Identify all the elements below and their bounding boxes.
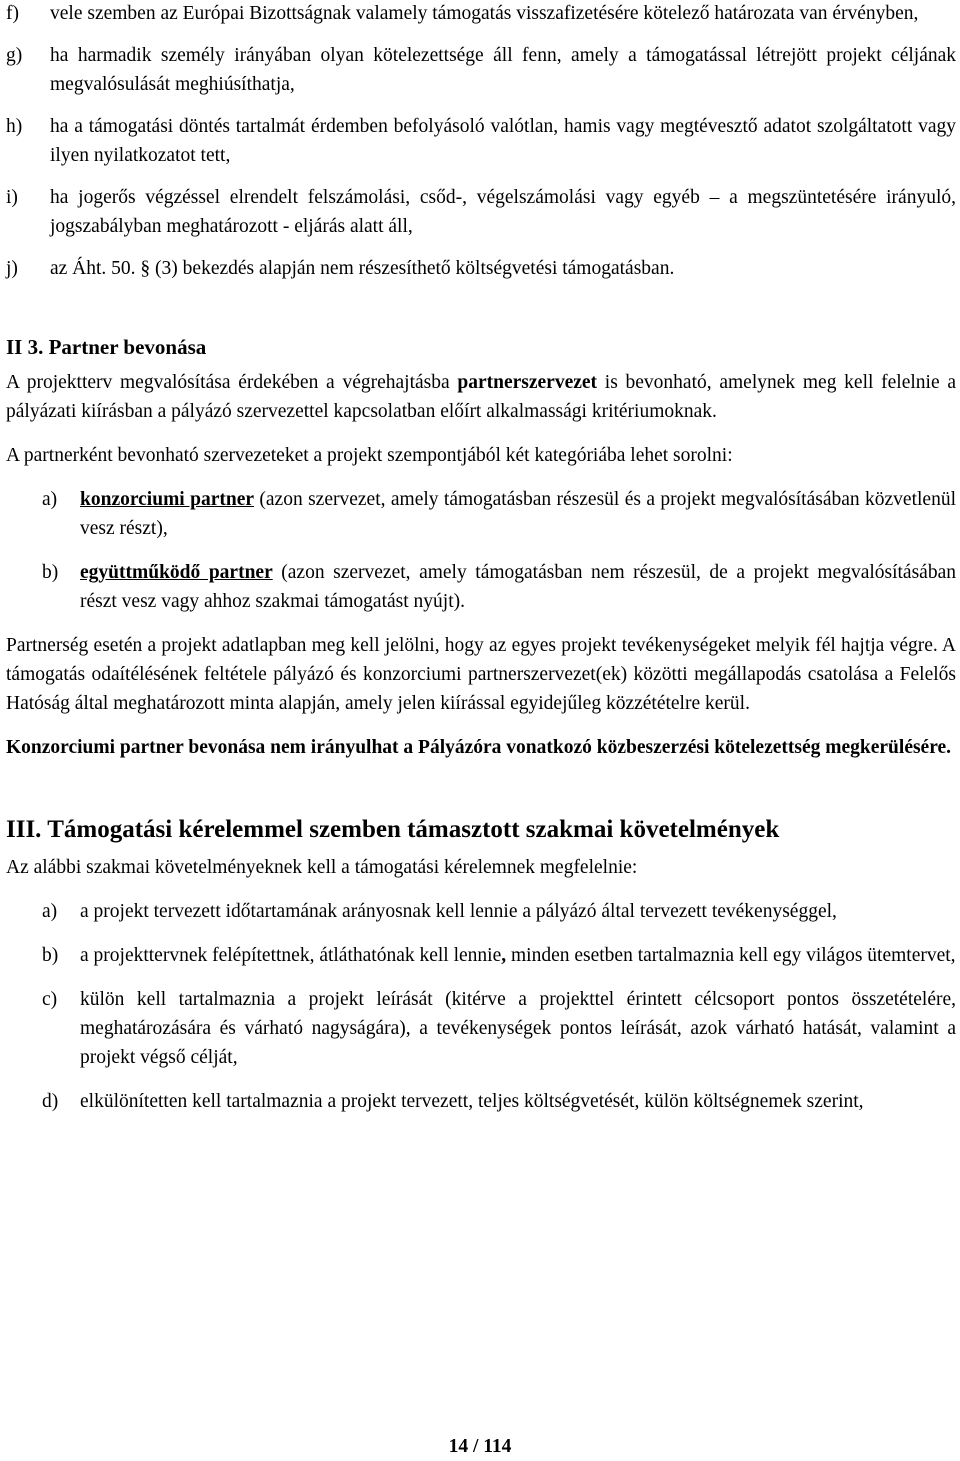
list-item [6,183,956,241]
list-item-text: elkülönítetten kell tartalmaznia a projekt tervezett, teljes költségvetését, külön költségnemek szerint, [80,1091,864,1112]
list-item-text: ha a támogatási döntés tartalmát érdemben befolyásoló valótlan, hamis vagy megtévesztő adatot szolgáltatott vagy ilyen nyilatkozatot tett, [50,116,956,166]
partner-types-list [6,485,956,616]
paragraph-text: A projektterv megvalósítása érdekében a végrehajtásba [6,372,458,393]
list-item-label: j) [6,258,18,279]
list-item [6,112,956,170]
bold-comma: , [501,945,507,966]
list-item-text: a projekttervnek felépítettnek, átláthatónak kell lennie [80,945,502,966]
list-item-label: c) [42,989,58,1010]
list-item [6,485,956,543]
list-item [6,985,956,1072]
list-item-label: a) [42,489,58,510]
list-item [6,941,956,970]
paragraph: Partnerség esetén a projekt adatlapban meg kell jelölni, hogy az egyes projekt tevékenységeket melyik fél hajtja végre. A támogatás odaítélésének feltétele pályázó és konzorciumi partnerszervezet(ek) közötti megállapodás csatolása a Felelős Hatóság által meghatározott minta alapján, amely jelen kiírással egyidejűleg közzétételre kerül. [6,635,956,714]
list-item [6,0,956,28]
requirements-list [6,897,956,1116]
list-item-label: f) [6,3,19,24]
paragraph [6,368,956,426]
list-item-label: a) [42,901,58,922]
partner-term: konzorciumi partner [80,489,255,510]
list-item-label: b) [42,562,59,583]
list-item-label: g) [6,45,23,66]
list-item [6,558,956,616]
list-item-label: b) [42,945,59,966]
list-item-label: d) [42,1091,59,1112]
partner-term: együttműködő partner [80,562,273,583]
document-page [6,0,956,1116]
section-heading: II 3. Partner bevonása [6,335,207,359]
list-item-text: külön kell tartalmaznia a projekt leírását (kitérve a projekttel érintett célcsoport pontos összetételére, meghatározására és várható nagyságára), a tevékenységek pontos leírását, azok várható hatását, valamint a projekt végső célját, [80,989,956,1068]
list-item-text: vele szemben az Európai Bizottságnak valamely támogatás visszafizetésére kötelező határozata van érvényben, [50,3,919,24]
list-item-text: (azon szervezet, amely támogatásban részesül és a projekt megvalósításában közvetlenül vesz részt), [80,489,956,539]
list-item-text: a projekt tervezett időtartamának arányosnak kell lennie a pályázó által tervezett tevékenységgel, [80,901,837,922]
list-item [6,897,956,926]
page-number: 14 / 114 [448,1436,512,1457]
paragraph-text: is bevonható, amelynek meg kell felelnie a pályázati kiírásban a pályázó szervezettel kapcsolatban előírt alkalmassági kritériumoknak. [6,372,956,422]
list-item-text: az Áht. 50. § (3) bekezdés alapján nem részesíthető költségvetési támogatásban. [50,258,675,279]
list-item-label: i) [6,187,18,208]
list-item [6,41,956,99]
bold-paragraph: Konzorciumi partner bevonása nem irányulhat a Pályázóra vonatkozó közbeszerzési kötelezettség megkerülésére. [6,737,952,758]
paragraph: A partnerként bevonható szervezeteket a projekt szempontjából két kategóriába lehet sorolni: [6,445,733,466]
list-item-text: ha harmadik személy irányában olyan kötelezettsége áll fenn, amely a támogatással létrejött projekt céljának megvalósulását meghiúsíthatja, [50,45,956,95]
bold-term: partnerszervezet [457,372,598,393]
chapter-heading: III. Támogatási kérelemmel szemben támasztott szakmai követelmények [6,816,780,843]
list-item-text: ha jogerős végzéssel elrendelt felszámolási, csőd-, végelszámolási vagy egyéb – a megszüntetésére irányuló, jogszabályban meghatározott - eljárás alatt áll, [50,187,956,237]
paragraph: Az alábbi szakmai követelményeknek kell a támogatási kérelemnek megfelelnie: [6,857,638,878]
list-item-text: minden esetben tartalmaznia kell egy világos ütemtervet, [506,945,956,966]
list-item [6,1087,956,1116]
list-item-text: (azon szervezet, amely támogatásban nem részesül, de a projekt megvalósításában részt vesz vagy ahhoz szakmai támogatást nyújt). [80,562,956,612]
eligibility-list [6,0,956,283]
list-item [6,254,956,283]
list-item-label: h) [6,116,23,137]
